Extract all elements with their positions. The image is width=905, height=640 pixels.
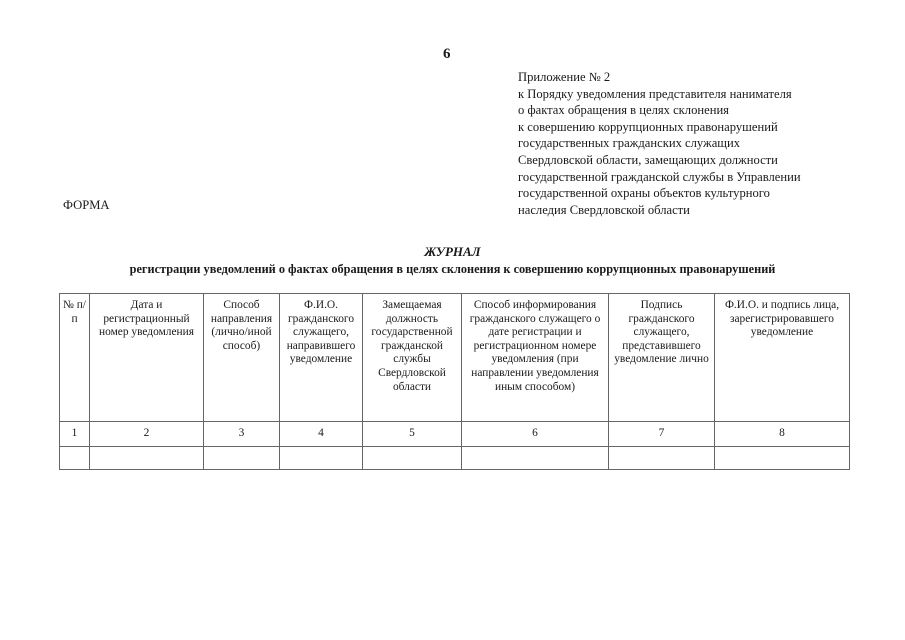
column-number-cell: 2 <box>90 422 204 447</box>
appendix-line: о фактах обращения в целях склонения <box>518 103 729 118</box>
appendix-block <box>518 69 858 218</box>
appendix-line: Свердловской области, замещающих должности <box>518 152 778 167</box>
table-cell-empty <box>715 447 850 470</box>
table-cell-empty <box>204 447 280 470</box>
column-number-cell: 1 <box>60 422 90 447</box>
table-header-cell: Замещаемая должность государственной гражданской службы Свердловской области <box>363 294 462 422</box>
appendix-line: государственной охраны объектов культурного <box>518 186 770 201</box>
journal-title: ЖУРНАЛ <box>424 244 481 259</box>
table-cell-empty <box>90 447 204 470</box>
table-header-cell: Ф.И.О. гражданского служащего, направившего уведомление <box>280 294 363 422</box>
table-cell-empty <box>280 447 363 470</box>
journal-table <box>59 293 850 470</box>
table-header-cell: Способ информирования гражданского служащего о дате регистрации и регистрационном номере уведомления (при направлении уведомления иным способом) <box>462 294 609 422</box>
appendix-line: к Порядку уведомления представителя нанимателя <box>518 86 792 101</box>
appendix-line: государственных гражданских служащих <box>518 136 741 151</box>
column-number-cell: 7 <box>609 422 715 447</box>
table-header-cell: № п/п <box>60 294 90 422</box>
table-cell-empty <box>363 447 462 470</box>
column-number-cell: 6 <box>462 422 609 447</box>
column-number-cell: 3 <box>204 422 280 447</box>
appendix-line: наследия Свердловской области <box>518 202 690 217</box>
appendix-line: государственной гражданской службы в Управлении <box>518 169 801 184</box>
form-label: ФОРМА <box>63 198 110 212</box>
table-row <box>60 447 850 470</box>
appendix-line: к совершению коррупционных правонарушений <box>518 119 778 134</box>
column-number-cell: 4 <box>280 422 363 447</box>
column-number-cell: 8 <box>715 422 850 447</box>
table-header-cell: Дата и регистрационный номер уведомления <box>90 294 204 422</box>
column-number-cell: 5 <box>363 422 462 447</box>
table-header-cell: Способ направления (лично/иной способ) <box>204 294 280 422</box>
table-cell-empty <box>609 447 715 470</box>
table-cell-empty <box>462 447 609 470</box>
table-header-cell: Подпись гражданского служащего, представившего уведомление лично <box>609 294 715 422</box>
table-header-row <box>60 294 850 422</box>
table-row <box>60 422 850 447</box>
journal-subtitle: регистрации уведомлений о фактах обращения в целях склонения к совершению коррупционных правонарушений <box>129 262 776 276</box>
page-number: 6 <box>443 46 451 62</box>
table-cell-empty <box>60 447 90 470</box>
table-header-cell: Ф.И.О. и подпись лица, зарегистрировавшего уведомление <box>715 294 850 422</box>
appendix-line: Приложение № 2 <box>518 70 611 84</box>
